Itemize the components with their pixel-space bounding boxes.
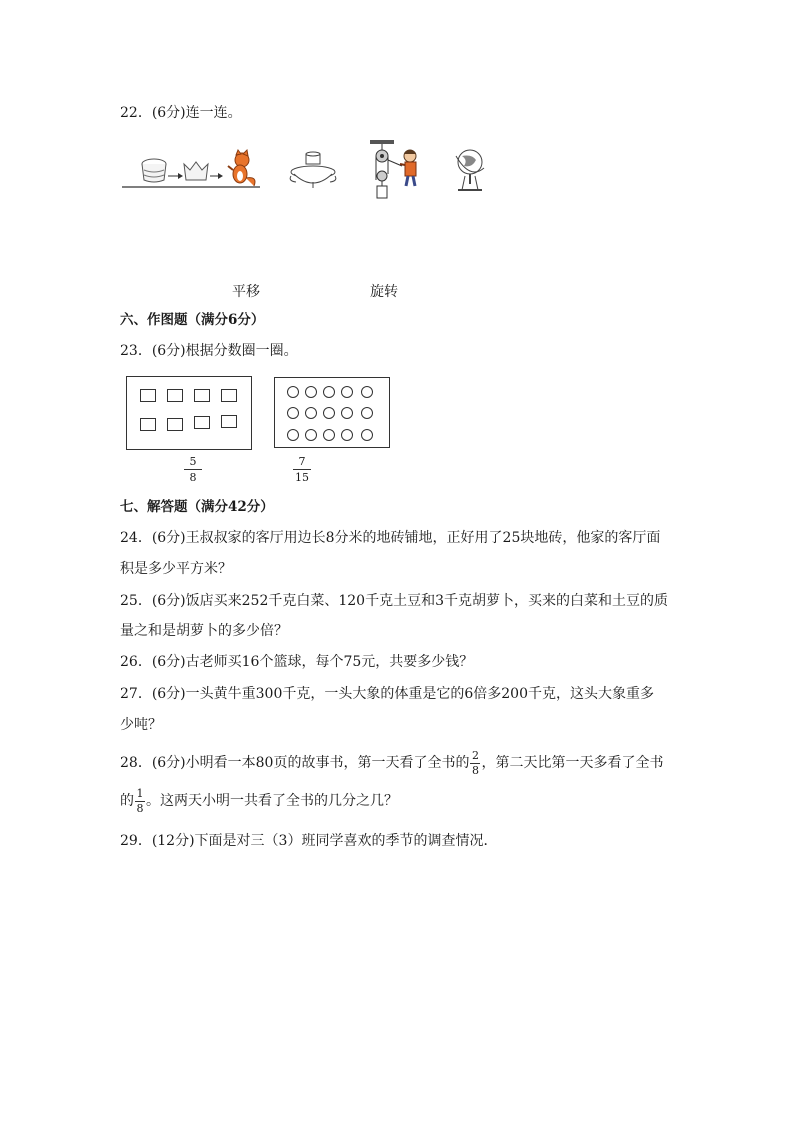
q28-text-d: 。这两天小明一共看了全书的几分之几？ [146, 793, 398, 809]
square [221, 415, 237, 428]
circle [341, 386, 353, 398]
section-7-heading: 七、解答题（满分42分） [120, 499, 274, 515]
spinning-top-icon [288, 152, 338, 192]
square [194, 416, 210, 429]
steamer-sliding-scene-icon [120, 150, 262, 192]
circle [305, 429, 317, 441]
q29-line1: 29．(12分)下面是对三（3）班同学喜欢的季节的调查情况． [120, 833, 498, 849]
fraction-numerator: 1 [136, 786, 144, 800]
q24-line1: 24．(6分)王叔叔家的客厅用边长8分米的地砖铺地，正好用了25块地砖，他家的客厅面 [120, 530, 661, 546]
circle [287, 429, 299, 441]
circle [361, 386, 373, 398]
fraction-denominator: 8 [189, 471, 197, 484]
label-rotate: 旋转 [370, 284, 398, 300]
square [167, 389, 183, 402]
fraction-numerator: 5 [189, 455, 197, 468]
globe-icon [450, 146, 490, 196]
circle [361, 429, 373, 441]
pulley-with-boy-icon [368, 140, 424, 202]
circle [305, 407, 317, 419]
circle [287, 407, 299, 419]
fraction-denominator: 8 [136, 801, 144, 815]
q28-text-a: 28．(6分)小明看一本80页的故事书，第一天看了全书的 [120, 755, 470, 771]
circle [323, 429, 335, 441]
q27-line2: 少吨？ [120, 717, 162, 733]
circle [341, 407, 353, 419]
circle [305, 386, 317, 398]
circle [323, 386, 335, 398]
q28-text-c: 的 [120, 793, 134, 809]
fraction-denominator: 15 [295, 471, 309, 484]
square [167, 418, 183, 431]
q26-line1: 26．(6分)古老师买16个篮球，每个75元，共要多少钱？ [120, 654, 474, 670]
q25-line1: 25．(6分)饭店买来252千克白菜、120千克土豆和3千克胡萝卜，买来的白菜和土豆的质 [120, 593, 668, 609]
circle [341, 429, 353, 441]
fraction-numerator: 7 [298, 455, 306, 468]
q28-line2 [120, 786, 398, 816]
q28-line1 [120, 748, 663, 778]
circles-box [274, 377, 390, 448]
q24-line2: 积是多少平方米？ [120, 561, 232, 577]
circle [287, 386, 299, 398]
label-translate: 平移 [232, 284, 260, 300]
fraction-2-8 [470, 750, 480, 777]
fraction-denominator: 8 [471, 763, 479, 777]
fraction-numerator: 2 [471, 748, 479, 762]
q25-line2: 量之和是胡萝卜的多少倍？ [120, 623, 288, 639]
q28-text-b: ，第二天比第一天多看了全书 [481, 755, 664, 771]
circle [323, 407, 335, 419]
q27-line1: 27．(6分)一头黄牛重300千克，一头大象的体重是它的6倍多200千克，这头大象重多 [120, 686, 654, 702]
fraction-5-8 [178, 455, 208, 484]
square [140, 389, 156, 402]
square [221, 389, 237, 402]
squares-box [126, 376, 252, 450]
fraction-7-15 [287, 455, 317, 484]
q23-title: 23．(6分)根据分数圈一圈。 [120, 343, 298, 359]
section-6-heading: 六、作图题（满分6分） [120, 312, 265, 328]
square [140, 418, 156, 431]
circle [361, 407, 373, 419]
fraction-1-8 [135, 788, 145, 815]
square [194, 389, 210, 402]
q22-title: 22．(6分)连一连。 [120, 105, 242, 121]
